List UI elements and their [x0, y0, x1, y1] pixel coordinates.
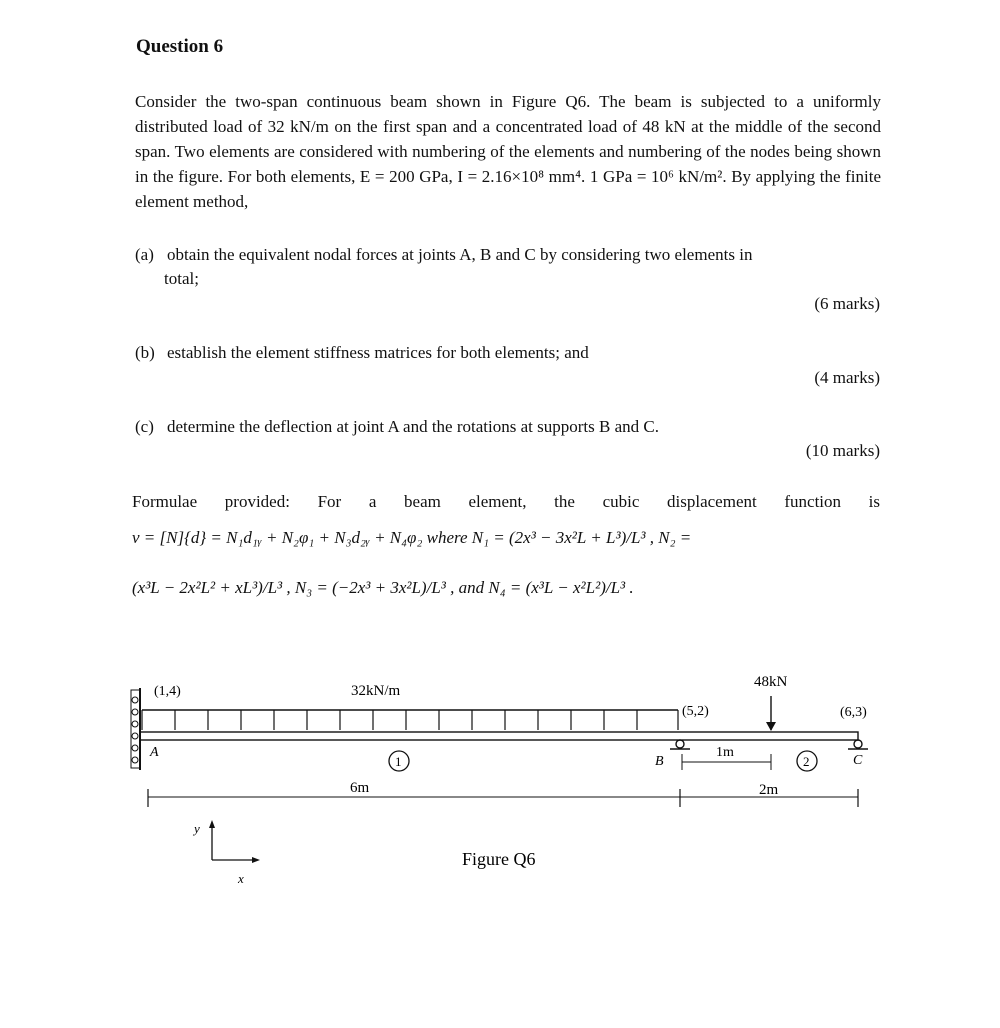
part-c-text: determine the deflection at joint A and the rotations at supports B and C. — [167, 417, 659, 436]
node-3-label: (6,3) — [840, 705, 867, 720]
part-a-label: (a) — [135, 245, 154, 264]
beam — [140, 732, 858, 740]
axis-y-label: y — [194, 821, 200, 836]
dim-1m-label: 1m — [716, 745, 734, 760]
fixed-support-a — [131, 688, 140, 770]
point-load-arrow — [766, 696, 776, 731]
element-1-label: 1 — [395, 754, 402, 769]
support-b — [670, 740, 690, 749]
figure-caption: Figure Q6 — [462, 849, 536, 869]
question-title: Question 6 — [136, 36, 224, 57]
formulae-line1: Formulae provided: For a beam element, the cubic displacement function is — [132, 492, 880, 511]
formulae-line3: (x³L − 2x²L² + xL³)/L³ , N₃ = (−2x³ + 3x²L)/L³ , and N₄ = (x³L − x²L²)/L³ . — [132, 578, 634, 597]
support-c — [848, 740, 868, 749]
part-c-label: (c) — [135, 417, 154, 436]
dim-2m-label: 2m — [759, 782, 779, 798]
part-b-label: (b) — [135, 343, 155, 362]
point-load-label: 48kN — [754, 674, 788, 690]
udl-label: 32kN/m — [351, 683, 401, 699]
coordinate-axes — [209, 820, 260, 863]
figure-q6 — [0, 660, 1000, 900]
udl-load — [142, 710, 678, 730]
question-intro: Consider the two-span continuous beam shown in Figure Q6. The beam is subjected to a uniformly distributed load of 32 kN/m on the first span and a concentrated load of 48 kN at the middle of the second span. Two elements are considered with numbering of the elements and numbering of the nodes being shown in the figure. For both elements, E = 200 GPa, I = 2.16×10⁸ mm⁴. 1 GPa = 10⁶ kN/m². By applying the finite element method, — [135, 92, 881, 211]
part-a-text-line1: obtain the equivalent nodal forces at joints A, B and C by considering two elements in — [167, 245, 753, 264]
formulae-line2: v = [N]{d} = N₁d₁ᵧ + N₂φ₁ + N₃d₂ᵧ + N₄φ₂ where N₁ = (2x³ − 3x²L + L³)/L³ , N₂ = — [132, 528, 692, 547]
dim-6m-label: 6m — [350, 780, 370, 796]
part-a-marks: (6 marks) — [814, 294, 880, 313]
joint-a-label: A — [150, 745, 159, 760]
joint-c-label: C — [853, 753, 863, 768]
part-b-marks: (4 marks) — [814, 368, 880, 387]
node-1-label: (1,4) — [154, 684, 181, 699]
element-2-label: 2 — [803, 754, 810, 769]
dimension-line — [148, 789, 858, 807]
part-c-marks: (10 marks) — [805, 441, 880, 460]
joint-b-label: B — [655, 754, 664, 769]
part-b-text: establish the element stiffness matrices for both elements; and — [167, 343, 589, 362]
node-2-label: (5,2) — [682, 704, 709, 719]
axis-x-label: x — [238, 871, 244, 886]
part-a-text-line2: total; — [164, 269, 199, 288]
